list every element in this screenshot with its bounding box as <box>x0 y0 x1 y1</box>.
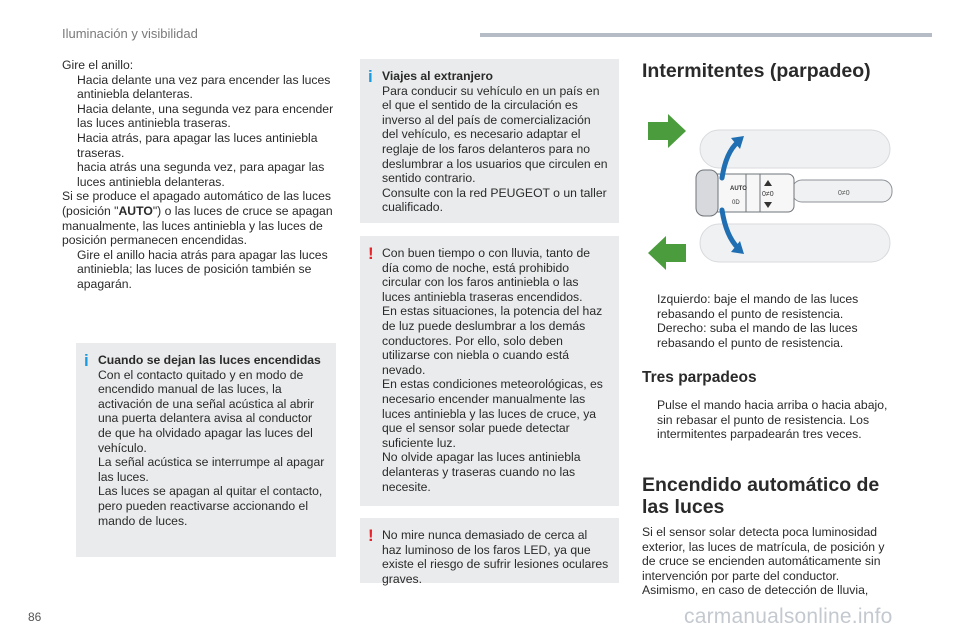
info-icon: i <box>368 67 373 86</box>
flash-label: 0≠0 <box>838 190 850 197</box>
auto-label: AUTO <box>730 186 747 192</box>
lights-label: 0≠0 <box>762 191 774 198</box>
list-item: Hacia atrás, para apagar las luces antiniebla traseras. <box>77 130 318 160</box>
list-item: Izquierdo: baje el mando de las luces rebasando el punto de resistencia. <box>657 292 859 321</box>
stalk-illustration <box>642 112 902 280</box>
warning-box-led: ! No mire nunca demasiado de cerca al haz luminoso de los faros LED, ya que existe el riesgo de sufrir lesiones oculares graves. <box>360 518 619 583</box>
list-item: Pulse el mando hacia arriba o hacia abajo, sin rebasar el punto de resistencia. Los intermitentes parpadearán tres veces. <box>657 398 888 442</box>
list-item: Derecho: suba el mando de las luces rebasando el punto de resistencia. <box>657 321 858 350</box>
info-box-lights-on: i Cuando se dejan las luces encendidas Con el contacto quitado y en modo de encendido manual de las luces, la activación de una señal acústica al abrir una puerta delantera avisa al conductor de que ha olvidado apagar las luces del vehículo. La señal acústica se interrumpe al apagar las luces. Las luces se apagan al quitar el contacto, pero pueden reactivarse accionando el mando de luces. <box>76 343 336 557</box>
stalk-main <box>696 170 892 216</box>
stalk-figure <box>642 112 902 280</box>
section-title: Iluminación y visibilidad <box>62 26 198 41</box>
auto-lights-text: Si el sensor solar detecta poca luminosidad exterior, las luces de matrícula, de posición y de cruce se encienden automáticamente sin intervención por parte del conductor. Asimismo, en caso de detección de lluvia, <box>642 525 885 598</box>
info-icon: i <box>84 351 89 370</box>
watermark: carmanualsonline.info <box>684 605 893 628</box>
heading-three-flashes: Tres parpadeos <box>642 369 757 386</box>
box-title: Viajes al extranjero <box>382 69 493 83</box>
column-left <box>62 58 334 292</box>
heading-auto-lights: Encendido automático de las luces <box>642 474 880 518</box>
intro-text: Gire el anillo: <box>62 58 134 72</box>
arrow-right-up-icon <box>648 114 686 148</box>
box-title: Cuando se dejan las luces encendidas <box>98 353 321 367</box>
three-flash-list <box>642 398 900 442</box>
arrow-left-down-icon <box>648 236 686 270</box>
list-item: Gire el anillo hacia atrás para apagar las luces antiniebla; las luces de posición también se apagarán. <box>77 247 328 291</box>
heading-indicators: Intermitentes (parpadeo) <box>642 60 871 82</box>
list-item: Hacia delante una vez para encender las luces antiniebla delanteras. <box>77 72 331 102</box>
warning-icon: ! <box>368 244 374 263</box>
page-number: 86 <box>28 610 42 624</box>
info-box-travel: i Viajes al extranjero Para conducir su vehículo en un país en el que el sentido de la circulación es inverso al del país de comercialización del vehículo, es necesario adaptar el reglaje de los faros delanteros para no deslumbrar a los usuarios que circulen en sentido contrario. Consulte con la red PEUGEOT o un taller cualificado. <box>360 59 619 223</box>
indicator-list <box>642 292 898 350</box>
fog-label: 0D <box>732 200 740 206</box>
warning-icon: ! <box>368 526 374 545</box>
auto-off-paragraph: Si se produce el apagado automático de las luces (posición "AUTO") o las luces de cruce se apagan manualmente, las luces antiniebla y las luces de posición permanecen encendidas. <box>62 189 333 248</box>
warning-box-fog: ! Con buen tiempo o con lluvia, tanto de día como de noche, está prohibido circular con los faros antiniebla o las luces antiniebla traseras encendidos. En estas situaciones, la potencia del haz de luz puede deslumbrar a los demás conductores. Por ello, solo deben utilizarse con niebla o cuando está nevado. En estas condiciones meteorológicas, es necesario encender manualmente las luces antiniebla y las luces de cruce, ya que el sensor solar puede detectar suficiente luz. No olvide apagar las luces antiniebla delanteras y traseras cuando no las necesite. <box>360 236 619 506</box>
header-bar <box>480 33 932 37</box>
list-item: hacia atrás una segunda vez, para apagar las luces antiniebla delanteras. <box>77 160 325 189</box>
stalk-ghost-up <box>700 130 890 168</box>
list-item: Hacia delante, una segunda vez para encender las luces antiniebla traseras. <box>77 101 334 131</box>
